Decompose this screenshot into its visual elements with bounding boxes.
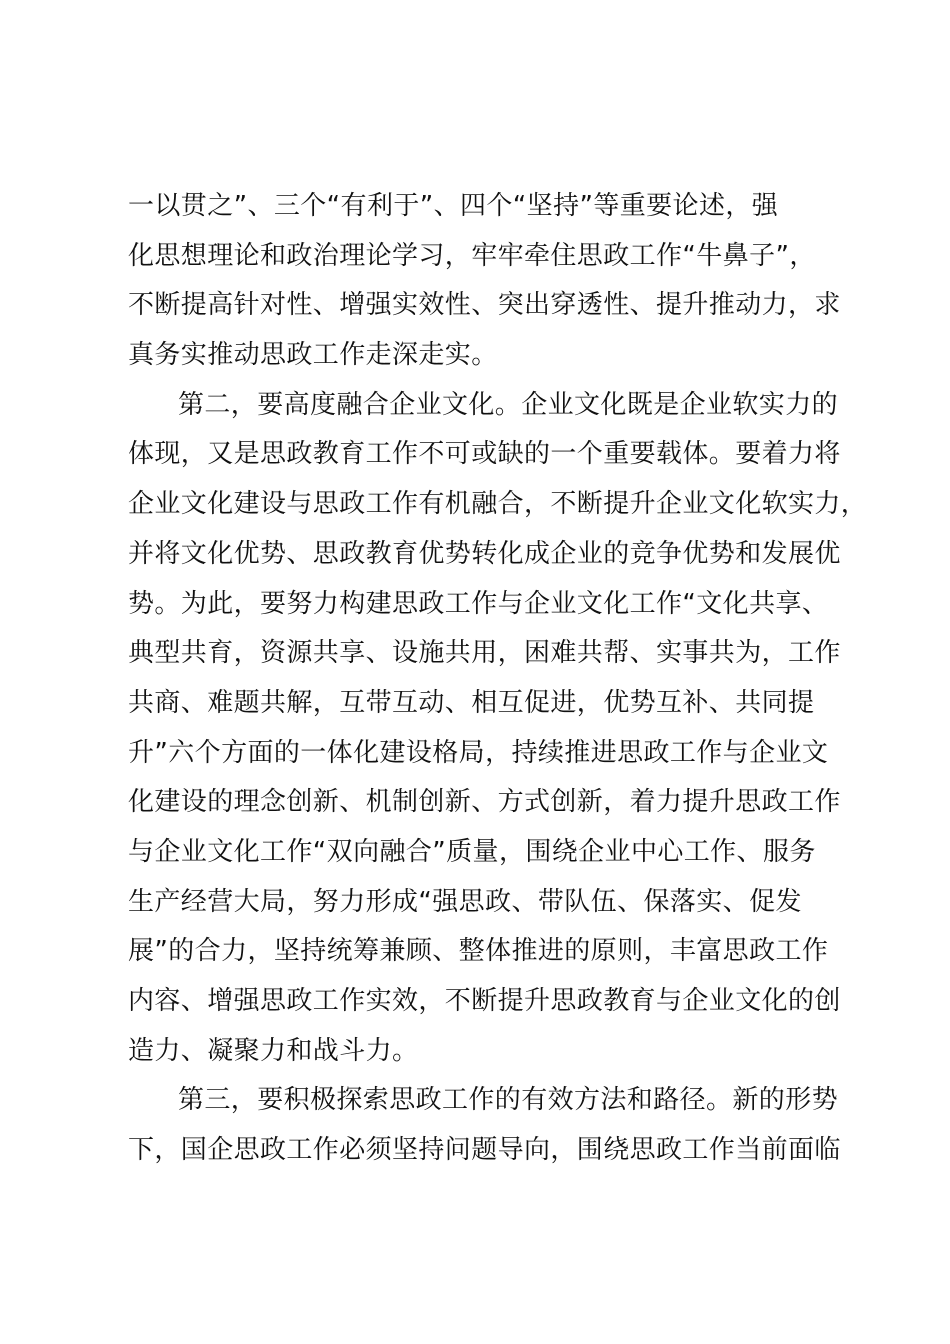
body-text xyxy=(128,182,868,1176)
paragraph-1 xyxy=(128,182,848,381)
text-line: 不断提高针对性、增强实效性、突出穿透性、提升推动力，求 xyxy=(128,290,841,321)
text-line: 并将文化优势、思政教育优势转化成企业的竞争优势和发展优 xyxy=(128,538,841,569)
text-line: 展”的合力，坚持统筹兼顾、整体推进的原则，丰富思政工作 xyxy=(128,936,829,967)
text-line: 真务实推动思政工作走深走实。 xyxy=(128,340,498,371)
text-line: 内容、增强思政工作实效，不断提升思政教育与企业文化的创 xyxy=(128,986,841,1016)
text-line: 第二，要高度融合企业文化。企业文化既是企业软实力的 xyxy=(178,389,839,420)
text-line: 一以贯之”、三个“有利于”、四个“坚持”等重要论述，强 xyxy=(128,191,779,221)
paragraph-2 xyxy=(128,381,868,1077)
text-line: 企业文化建设与思政工作有机融合，不断提升企业文化软实力， xyxy=(128,489,868,520)
paragraph-3 xyxy=(128,1076,848,1175)
text-line: 化建设的理念创新、机制创新、方式创新，着力提升思政工作 xyxy=(128,787,841,818)
text-line: 典型共育，资源共享、设施共用，困难共帮、实事共为，工作 xyxy=(128,638,841,669)
text-line: 体现，又是思政教育工作不可或缺的一个重要载体。要着力将 xyxy=(128,439,841,470)
text-line: 势。为此，要努力构建思政工作与企业文化工作“文化共享、 xyxy=(128,588,829,619)
text-line: 造力、凝聚力和战斗力。 xyxy=(128,1035,419,1066)
text-line: 第三，要积极探索思政工作的有效方法和路径。新的形势 xyxy=(178,1085,839,1116)
text-line: 共商、难题共解，互带互动、相互促进，优势互补、共同提 xyxy=(128,687,815,718)
text-line: 下，国企思政工作必须坚持问题导向，围绕思政工作当前面临 xyxy=(128,1135,841,1166)
text-line: 生产经营大局，努力形成“强思政、带队伍、保落实、促发 xyxy=(128,886,802,917)
text-line: 升”六个方面的一体化建设格局，持续推进思政工作与企业文 xyxy=(128,737,829,768)
text-line: 与企业文化工作“双向融合”质量，围绕企业中心工作、服务 xyxy=(128,836,816,867)
text-line: 化思想理论和政治理论学习，牢牢牵住思政工作“牛鼻子”， xyxy=(128,240,816,271)
